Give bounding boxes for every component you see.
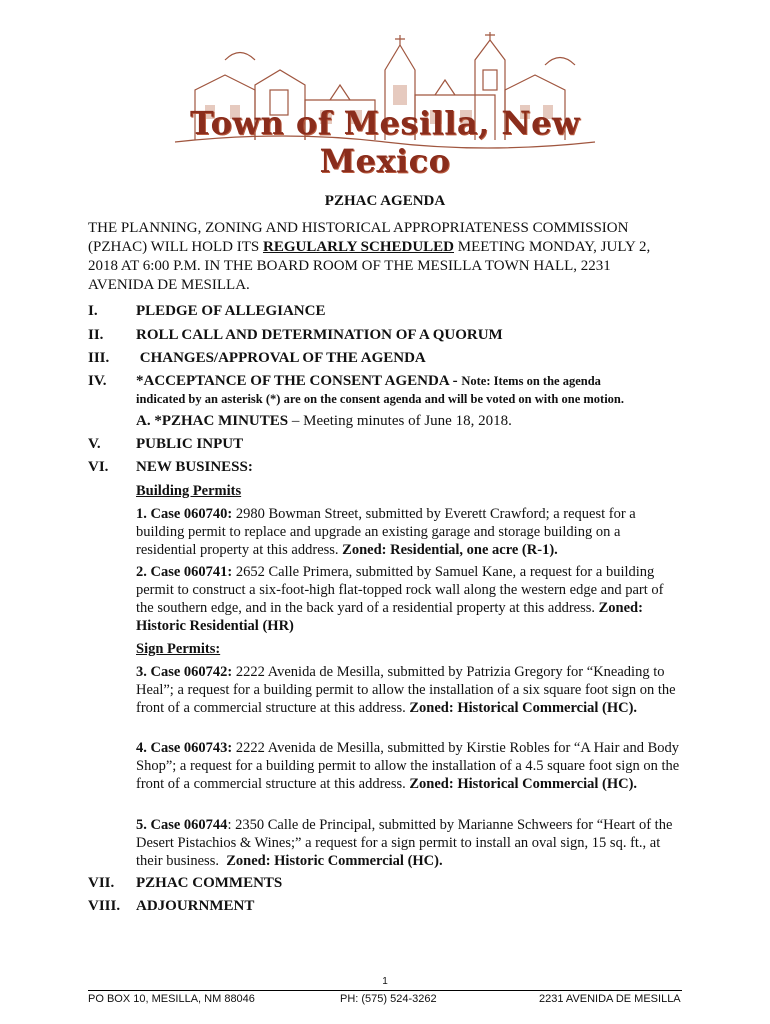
agenda-item-2 — [88, 327, 503, 344]
case-2 — [136, 563, 681, 635]
case-4 — [136, 739, 681, 793]
item-label: PUBLIC INPUT — [136, 436, 244, 452]
item-number: VIII. — [88, 898, 121, 914]
consent-minutes — [136, 412, 681, 430]
intro-text: THE PLANNING, ZONING AND HISTORICAL APPROPRIATENESS COMMISSION (PZHAC) WILL HOLD ITS — [88, 220, 629, 255]
item-number: III. — [88, 350, 110, 366]
case-label: 4. Case 060743: — [136, 740, 233, 756]
page-number: 1 — [382, 976, 388, 987]
footer-address: PO BOX 10, MESILLA, NM 88046 — [88, 993, 255, 1005]
case-zone: Zoned: Residential, one acre (R-1). — [342, 542, 558, 558]
item-label: NEW BUSINESS: — [136, 459, 253, 475]
item-label: PZHAC COMMENTS — [136, 875, 283, 891]
item-number: VII. — [88, 875, 115, 891]
item-label: ADJOURNMENT — [136, 898, 255, 914]
case-1 — [136, 505, 681, 559]
intro-text-end: MEETING MONDAY, JULY 2, 2018 AT 6:00 P.M. IN THE BOARD ROOM OF THE MESILLA TOWN HALL, 2231 AVENIDA DE MESILLA. — [88, 239, 651, 293]
item-label: CHANGES/APPROVAL OF THE AGENDA — [136, 350, 426, 366]
case-label: 3. Case 060742: — [136, 664, 233, 680]
case-zone: Zoned: Historical Commercial (HC). — [409, 776, 638, 792]
item-label: PLEDGE OF ALLEGIANCE — [136, 303, 326, 319]
case-text: 2652 Calle Primera, submitted by Samuel Kane, a request for a building permit to construct a six-foot-high flat-topped rock wall along the western edge and part of the southern edge, and in the back yard of a residential property at this address. — [136, 564, 664, 616]
item-label: *ACCEPTANCE OF THE CONSENT AGENDA - — [136, 373, 462, 389]
footer-street: 2231 AVENIDA DE MESILLA — [539, 993, 681, 1005]
footer-phone: PH: (575) 524-3262 — [340, 993, 437, 1005]
case-zone: Zoned: Historical Commercial (HC). — [409, 700, 638, 716]
intro-emphasis: REGULARLY SCHEDULED — [262, 239, 454, 255]
case-text: : 2350 Calle de Principal, submitted by Marianne Schweers for “Heart of the Desert Pistachios & Wines;” a request for a sign permit to install an oval sign, 15 sq. ft., at their business. — [136, 817, 677, 869]
intro-paragraph — [88, 219, 678, 295]
agenda-item-8 — [88, 898, 254, 915]
agenda-item-5 — [88, 436, 243, 453]
agenda-item-4 — [88, 373, 688, 390]
case-zone: Zoned: Historic Commercial (HC). — [226, 853, 443, 869]
agenda-item-3 — [88, 350, 426, 367]
page-title: PZHAC AGENDA — [324, 193, 446, 209]
town-logo-title: Town of Mesilla, New Mexico — [189, 104, 581, 180]
case-zone: Zoned: Historic Residential (HR) — [136, 600, 643, 634]
item-number: I. — [88, 303, 98, 319]
item-number: VI. — [88, 459, 109, 475]
consent-text: – Meeting minutes of June 18, 2018. — [288, 413, 512, 429]
case-text: 2980 Bowman Street, submitted by Everett Crawford; a request for a building permit to replace and upgrade an existing garage and storage building on a residential property at this address. — [136, 506, 636, 558]
case-label: 5. Case 060744 — [136, 817, 228, 833]
agenda-item-6 — [88, 459, 253, 476]
footer-divider — [88, 990, 682, 991]
agenda-item-7 — [88, 875, 282, 892]
case-text: 2222 Avenida de Mesilla, submitted by Kirstie Robles for “A Hair and Body Shop”; a request for a building permit to allow the installation of a 4.5 square foot sign on the front of a commercial structure at this address. — [136, 740, 680, 792]
case-3 — [136, 663, 681, 717]
item-number: IV. — [88, 373, 107, 389]
item-label: ROLL CALL AND DETERMINATION OF A QUORUM — [136, 327, 503, 343]
building-permits-heading — [136, 482, 681, 500]
case-label: 1. Case 060740: — [136, 506, 233, 522]
agenda-item-1 — [88, 303, 325, 320]
case-label: 2. Case 060741: — [136, 564, 233, 580]
case-5 — [136, 816, 681, 870]
case-text: 2222 Avenida de Mesilla, submitted by Patrizia Gregory for “Kneading to Heal”; a request for a building permit to allow the installation of a six square foot sign on the front of a commercial structure at this address. — [136, 664, 676, 716]
item-number: II. — [88, 327, 104, 343]
item-number: V. — [88, 436, 101, 452]
sign-permits-heading — [136, 640, 681, 658]
consent-label: A. *PZHAC MINUTES — [136, 413, 289, 429]
heading-text: Sign Permits: — [136, 641, 221, 657]
consent-note-continued: indicated by an asterisk (*) are on the consent agenda and will be voted on with one motion. — [136, 392, 624, 406]
heading-text: Building Permits — [136, 483, 242, 499]
consent-note: Note: Items on the agenda — [461, 374, 601, 388]
